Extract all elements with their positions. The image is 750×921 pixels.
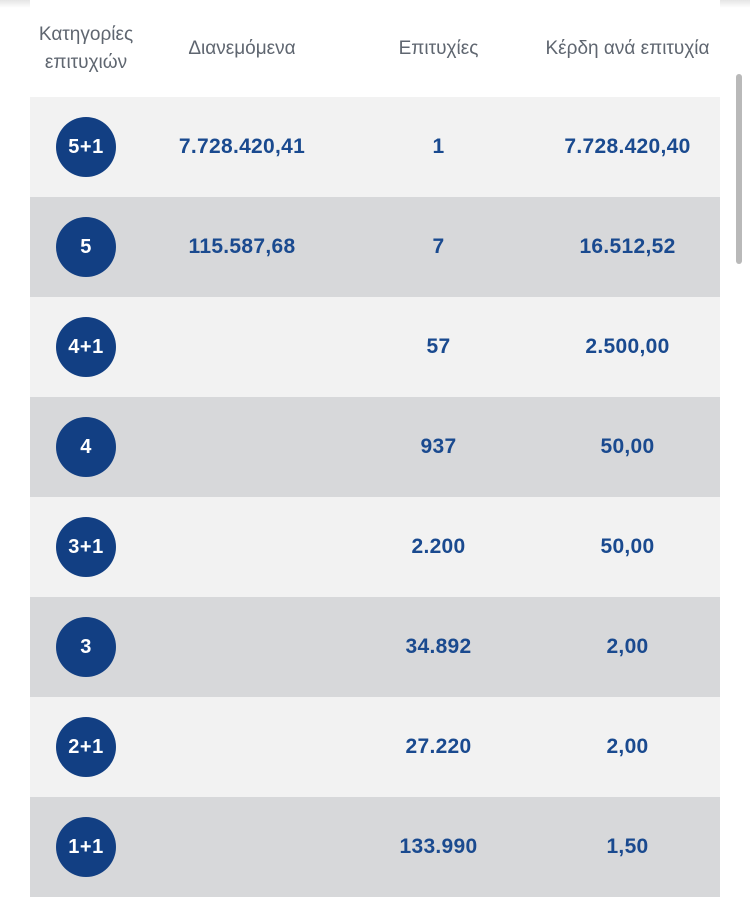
category-badge: 3	[56, 617, 116, 677]
table-row	[30, 697, 720, 797]
scrollbar[interactable]	[736, 74, 742, 264]
category-badge: 5	[56, 217, 116, 277]
table-row	[30, 797, 720, 897]
table-row	[30, 197, 720, 297]
table-row	[30, 497, 720, 597]
table-row	[30, 297, 720, 397]
table-row	[30, 397, 720, 497]
winners-value: 7	[432, 235, 445, 258]
category-badge: 3+1	[56, 517, 116, 577]
header-distributed: Διανεμόμενα	[188, 37, 296, 59]
header-prize: Κέρδη ανά επιτυχία	[545, 37, 710, 59]
category-badge: 5+1	[56, 117, 116, 177]
category-badge: 4+1	[56, 317, 116, 377]
winners-value: 27.220	[405, 735, 472, 758]
prize-table	[30, 0, 720, 897]
prize-value: 1,50	[606, 835, 649, 858]
winners-value: 57	[426, 335, 451, 358]
distributed-value: 7.728.420,41	[178, 135, 306, 158]
winners-value: 937	[420, 435, 457, 458]
table-header	[30, 0, 720, 97]
category-badge: 2+1	[56, 717, 116, 777]
winners-value: 133.990	[399, 835, 478, 858]
prize-value: 2,00	[606, 635, 649, 658]
winners-value: 2.200	[411, 535, 466, 558]
table-row	[30, 97, 720, 197]
prize-value: 50,00	[600, 435, 655, 458]
prize-value: 2.500,00	[585, 335, 670, 358]
category-badge: 1+1	[56, 817, 116, 877]
table-row	[30, 597, 720, 697]
prize-value: 2,00	[606, 735, 649, 758]
category-badge: 4	[56, 417, 116, 477]
prize-value: 7.728.420,40	[564, 135, 691, 158]
distributed-value: 115.587,68	[188, 235, 296, 258]
prize-value: 16.512,52	[579, 235, 676, 258]
header-winners: Επιτυχίες	[398, 37, 479, 59]
winners-value: 34.892	[405, 635, 472, 658]
prize-value: 50,00	[600, 535, 655, 558]
winners-value: 1	[432, 135, 445, 158]
header-category: Κατηγορίες επιτυχιών	[38, 23, 134, 73]
